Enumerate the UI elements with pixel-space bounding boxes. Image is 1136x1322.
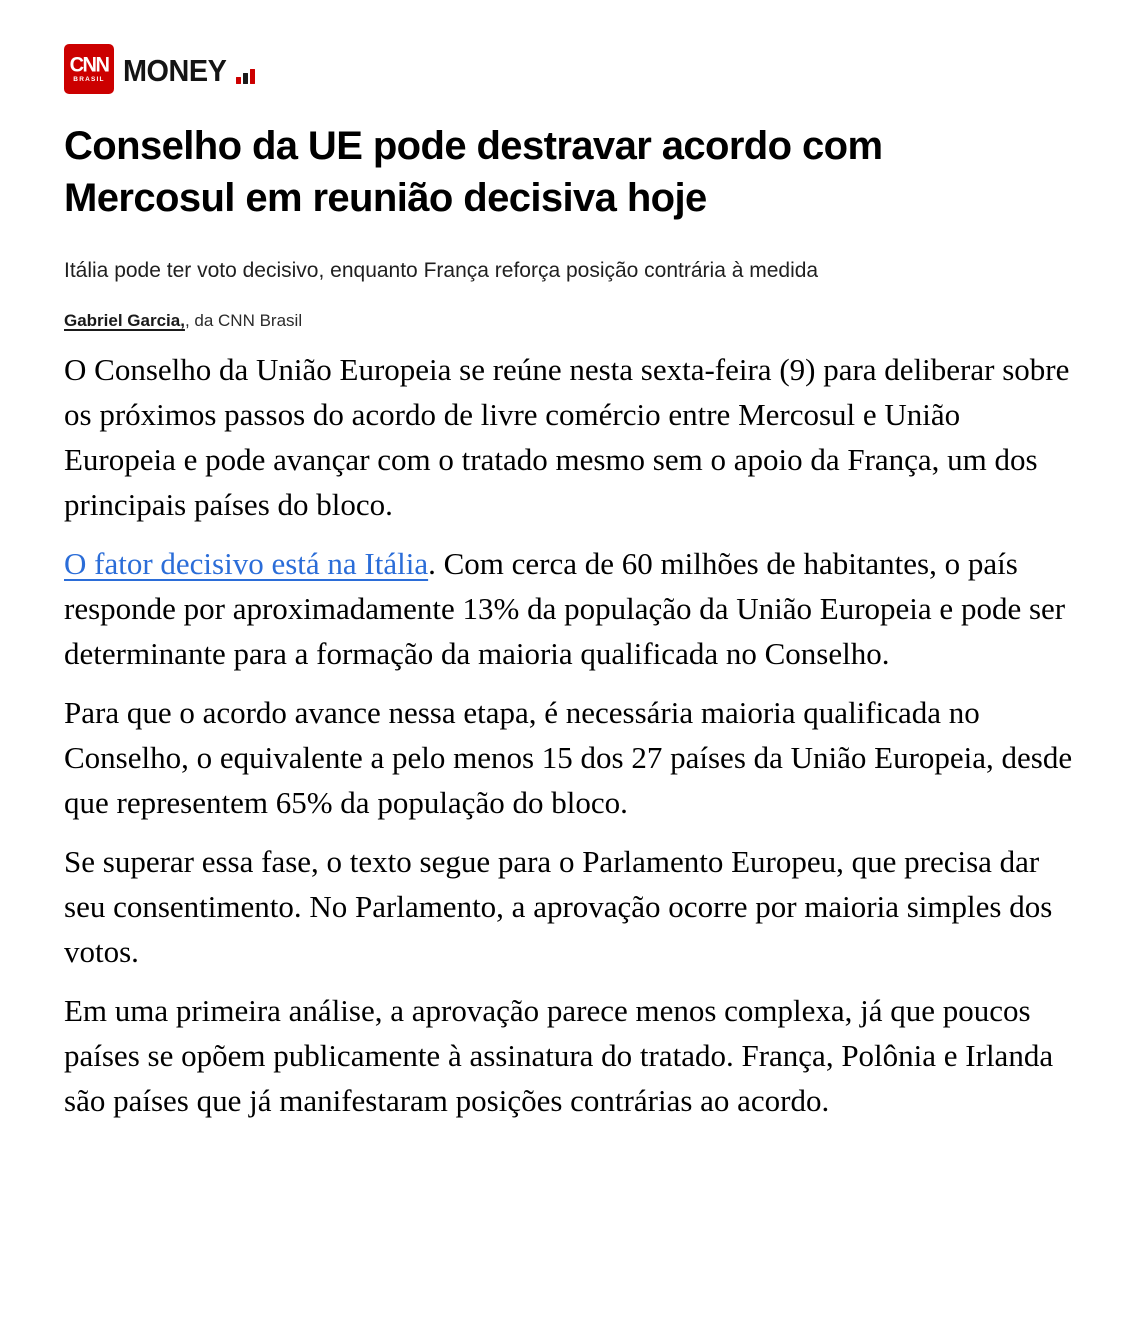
paragraph-text: . Com cerca de 60 milhões de habitantes, o país responde por aproximadamente 13% da população da União Europeia e pode ser determinante para a formação da maioria qualificada no Conselho. [64,546,1066,671]
byline-affiliation: , da CNN Brasil [184,311,303,330]
article-inline-link[interactable]: O fator decisivo está na Itália [64,546,429,581]
money-logo[interactable] [123,52,255,86]
author-link[interactable]: Gabriel Garcia, [64,311,185,330]
paragraph: O Conselho da União Europeia se reúne nesta sexta-feira (9) para deliberar sobre os próximos passos do acordo de livre comércio entre Mercosul e União Europeia e pode avançar com o tratado mesmo sem o apoio da França, um dos principais países do bloco. [64,352,1070,522]
bar-chart-icon-bar [236,77,241,84]
bar-chart-icon [236,69,255,84]
article-headline: Conselho da UE pode destravar acordo com Mercosul em reunião decisiva hoje [64,124,883,220]
money-logo-text: MONEY [123,53,227,88]
cnn-brasil-label: BRASIL [73,76,105,83]
byline [64,310,1073,331]
bar-chart-icon-bar [250,69,255,84]
paragraph: Se superar essa fase, o texto segue para o Parlamento Europeu, que precisa dar seu consentimento. No Parlamento, a aprovação ocorre por maioria simples dos votos. [64,844,1053,969]
article-body [64,347,1073,1123]
cnn-brasil-logo[interactable] [64,44,114,94]
paragraph [64,541,1073,676]
brand-header [64,44,1073,94]
bar-chart-icon-bar [243,73,248,84]
article-subtitle: Itália pode ter voto decisivo, enquanto França reforça posição contrária à medida [64,259,819,282]
paragraph: Em uma primeira análise, a aprovação parece menos complexa, já que poucos países se opõem publicamente à assinatura do tratado. França, Polônia e Irlanda são países que já manifestaram posições contrárias ao acordo. [64,993,1054,1118]
cnn-logo-text: CNN [69,53,109,77]
paragraph: Para que o acordo avance nessa etapa, é necessária maioria qualificada no Conselho, o equivalente a pelo menos 15 dos 27 países da União Europeia, desde que representem 65% da população do bloco. [64,695,1073,820]
